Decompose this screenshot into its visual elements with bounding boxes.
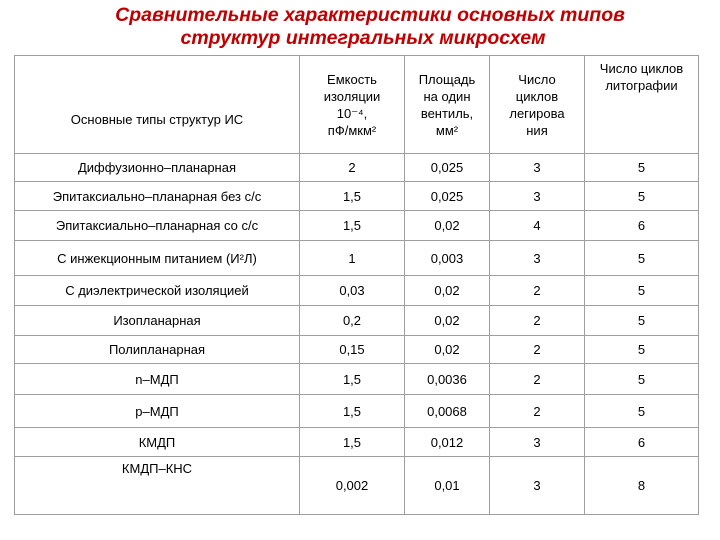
cell-doping: 2 [490, 364, 585, 395]
header-doping-line: Число [518, 71, 556, 87]
cell-area: 0,003 [405, 241, 490, 276]
cell-doping: 4 [490, 211, 585, 241]
cell-doping: 3 [490, 182, 585, 211]
header-area-line: на один [423, 88, 471, 104]
comparison-table [14, 55, 699, 515]
header-doping-line: легирова [509, 105, 565, 121]
cell-doping: 2 [490, 306, 585, 336]
title-line-2: структур интегральных микросхем [180, 27, 546, 49]
cell-area: 0,0068 [405, 395, 490, 428]
cell-area: 0,02 [405, 276, 490, 306]
cell-area: 0,012 [405, 428, 490, 457]
cell-capacity: 1,5 [300, 395, 405, 428]
cell-capacity: 0,2 [300, 306, 405, 336]
cell-capacity: 0,15 [300, 336, 405, 364]
header-capacity-line: изоляции [323, 88, 381, 104]
header-doping-cycles [490, 56, 585, 154]
cell-doping: 3 [490, 457, 585, 515]
cell-litho: 5 [585, 336, 699, 364]
header-area-line: Площадь [418, 71, 476, 87]
cell-capacity: 1,5 [300, 211, 405, 241]
header-doping-line: ния [526, 122, 548, 138]
cell-litho: 6 [585, 211, 699, 241]
header-capacity-line: 10⁻⁴, [336, 105, 368, 121]
cell-structure-name: С диэлектрической изоляцией [15, 276, 300, 306]
cell-structure-name: Диффузионно–планарная [15, 154, 300, 182]
cell-litho: 5 [585, 395, 699, 428]
cell-litho: 5 [585, 182, 699, 211]
cell-doping: 3 [490, 428, 585, 457]
header-row [15, 56, 699, 154]
table-row [15, 276, 699, 306]
header-capacity [300, 56, 405, 154]
table-row [15, 457, 699, 515]
table-row [15, 154, 699, 182]
cell-doping: 3 [490, 241, 585, 276]
header-capacity-line: Емкость [327, 71, 377, 87]
header-area-line: вентиль, [420, 105, 474, 121]
cell-capacity: 2 [300, 154, 405, 182]
cell-capacity: 1,5 [300, 182, 405, 211]
cell-capacity: 0,002 [300, 457, 405, 515]
cell-area: 0,02 [405, 306, 490, 336]
header-structure-type: Основные типы структур ИС [15, 56, 300, 154]
header-area-line: мм² [435, 122, 459, 138]
cell-capacity: 1,5 [300, 428, 405, 457]
table-row [15, 306, 699, 336]
cell-area: 0,025 [405, 154, 490, 182]
cell-capacity: 1,5 [300, 364, 405, 395]
table-row [15, 395, 699, 428]
cell-area: 0,025 [405, 182, 490, 211]
cell-litho: 5 [585, 364, 699, 395]
table-row [15, 182, 699, 211]
cell-area: 0,02 [405, 336, 490, 364]
cell-structure-name: КМДП–КНС [15, 457, 300, 515]
cell-litho: 5 [585, 306, 699, 336]
header-capacity-line: пФ/мкм² [327, 122, 377, 138]
cell-structure-name: Изопланарная [15, 306, 300, 336]
cell-structure-name: Полипланарная [15, 336, 300, 364]
table-row [15, 241, 699, 276]
table-row [15, 364, 699, 395]
slide-title [0, 4, 720, 50]
cell-capacity: 1 [300, 241, 405, 276]
table-row [15, 428, 699, 457]
cell-structure-name: n–МДП [15, 364, 300, 395]
table-row [15, 336, 699, 364]
cell-area: 0,02 [405, 211, 490, 241]
cell-doping: 2 [490, 336, 585, 364]
cell-area: 0,01 [405, 457, 490, 515]
header-doping-line: циклов [515, 88, 559, 104]
cell-litho: 6 [585, 428, 699, 457]
cell-doping: 2 [490, 276, 585, 306]
title-line-1: Сравнительные характеристики основных типов [115, 4, 625, 26]
cell-structure-name: Эпитаксиально–планарная без с/с [15, 182, 300, 211]
cell-area: 0,0036 [405, 364, 490, 395]
cell-litho: 5 [585, 154, 699, 182]
header-area [405, 56, 490, 154]
cell-capacity: 0,03 [300, 276, 405, 306]
cell-structure-name: Эпитаксиально–планарная со с/с [15, 211, 300, 241]
cell-litho: 8 [585, 457, 699, 515]
cell-litho: 5 [585, 241, 699, 276]
header-litho-cycles [585, 56, 699, 154]
cell-structure-name: С инжекционным питанием (И²Л) [15, 241, 300, 276]
cell-structure-name: КМДП [15, 428, 300, 457]
header-litho-line: Число циклов [599, 61, 684, 76]
cell-structure-name: p–МДП [15, 395, 300, 428]
cell-doping: 2 [490, 395, 585, 428]
cell-litho: 5 [585, 276, 699, 306]
table-row [15, 211, 699, 241]
header-litho-line: литографии [605, 78, 678, 93]
cell-doping: 3 [490, 154, 585, 182]
